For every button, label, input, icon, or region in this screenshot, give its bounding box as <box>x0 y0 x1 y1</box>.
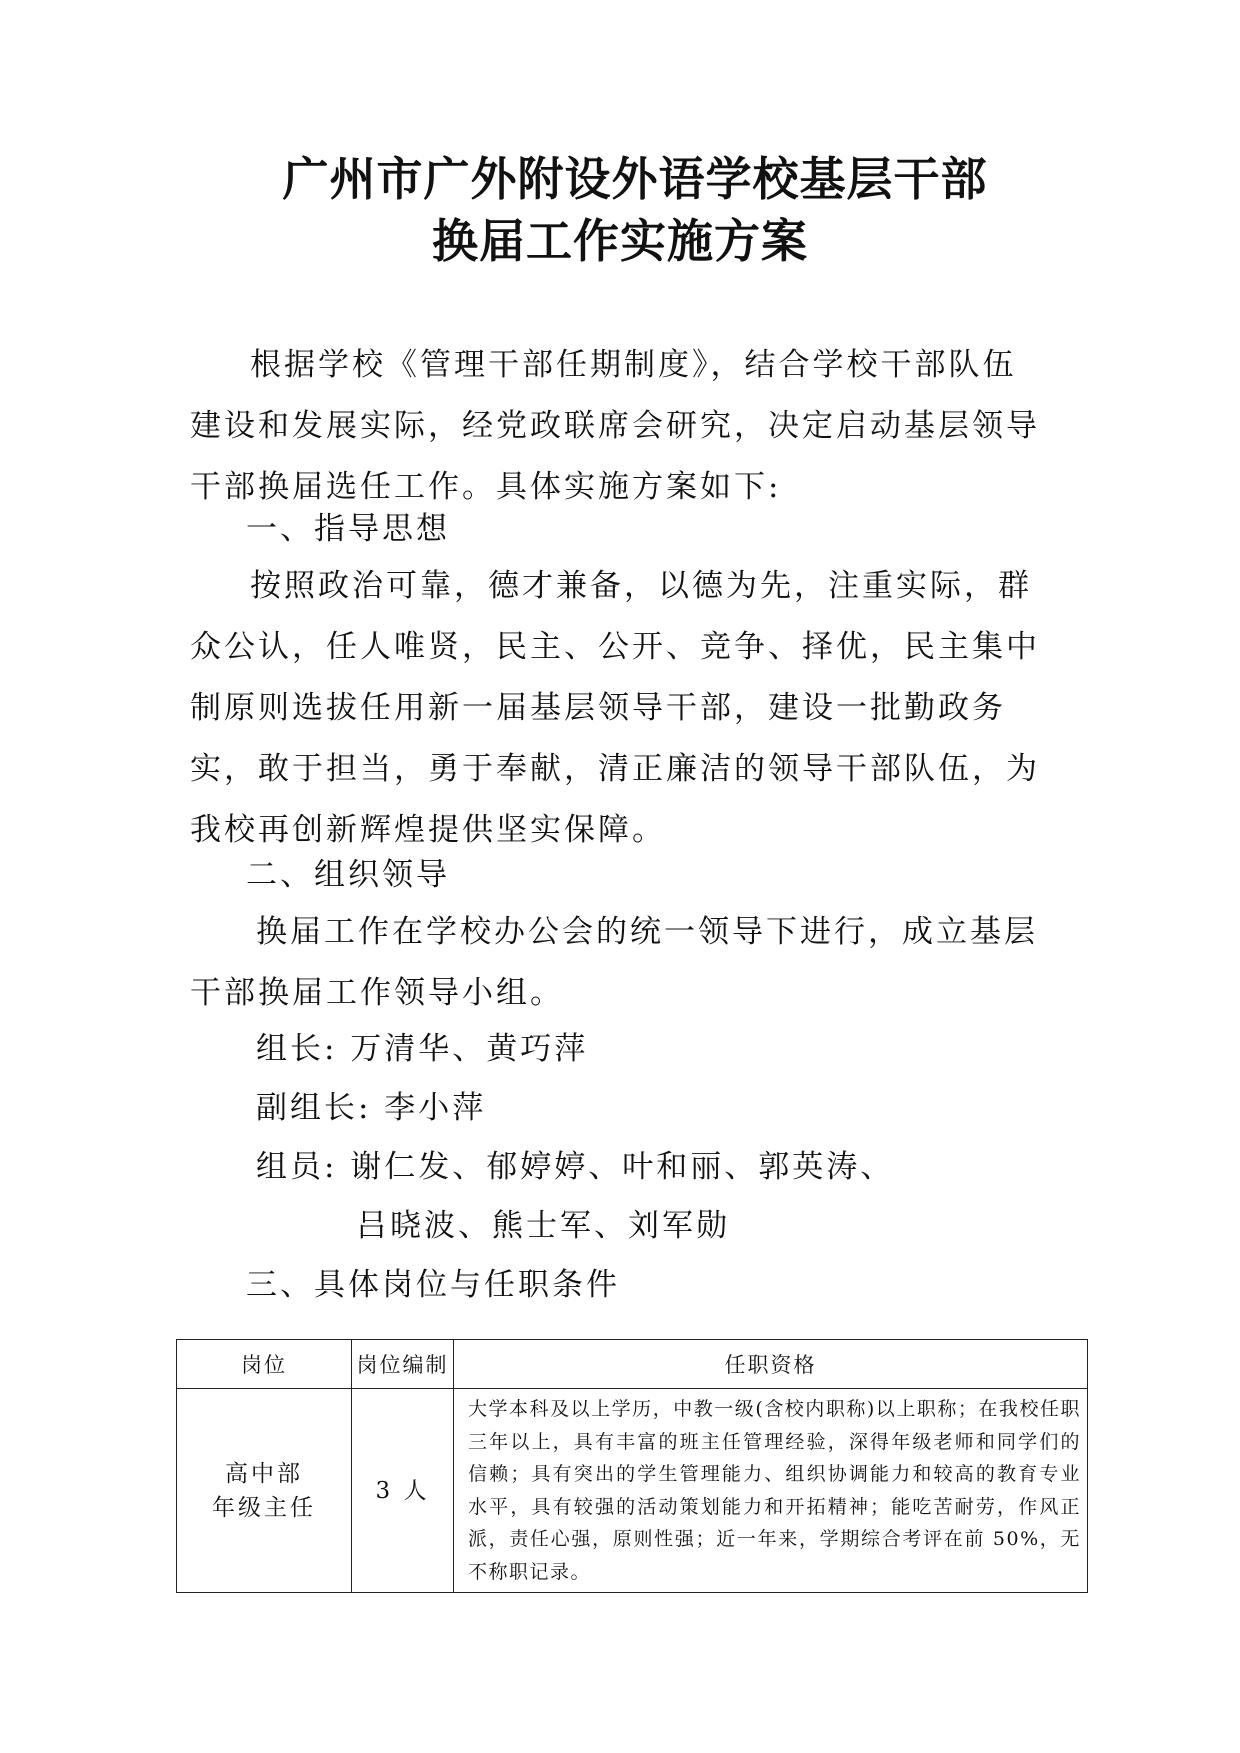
header-quota: 岗位编制 <box>352 1340 454 1389</box>
header-post: 岗位 <box>177 1340 352 1389</box>
positions-table <box>176 1339 1088 1593</box>
post-name-line-2: 年级主任 <box>212 1494 316 1521</box>
group-members-line-2: 吕晓波、熊士军、刘军勋 <box>356 1208 730 1244</box>
table-row <box>177 1389 1088 1593</box>
section-2-text: 换届工作在学校办公会的统一领导下进行，成立基层干部换届工作领导小组。 <box>190 914 1038 1011</box>
post-cell <box>177 1389 352 1593</box>
document-title-line-2: 换届工作实施方案 <box>432 214 808 268</box>
post-name-line-1: 高中部 <box>225 1460 303 1487</box>
intro-text: 根据学校《管理干部任期制度》，结合学校干部队伍建设和发展实际，经党政联席会研究，决定启动基层领导干部换届选任工作。具体实施方案如下: <box>190 347 1040 505</box>
document-title-line-1: 广州市广外附设外语学校基层干部 <box>282 152 988 206</box>
section-2-paragraph <box>190 902 1046 1024</box>
quota-cell: 3 人 <box>352 1389 454 1593</box>
section-1-heading: 一、指导思想 <box>246 511 450 547</box>
section-3-heading: 三、具体岗位与任职条件 <box>246 1267 620 1303</box>
qualification-cell: 大学本科及以上学历，中教一级(含校内职称)以上职称；在我校任职三年以上，具有丰富的班主任管理经验，深得年级老师和同学们的信赖；具有突出的学生管理能力、组织协调能力和较高的教育专业水平，具有较强的活动策划能力和开拓精神；能吃苦耐劳，作风正派，责任心强，原则性强；近一年来，学期综合考评在前 50%，无不称职记录。 <box>454 1389 1088 1593</box>
group-leader-line: 组长: 万清华、黄巧萍 <box>256 1031 589 1067</box>
group-members-line-1: 组员: 谢仁发、郁婷婷、叶和丽、郭英涛、 <box>256 1149 895 1185</box>
intro-paragraph <box>190 335 1046 518</box>
section-1-paragraph <box>190 556 1046 861</box>
group-deputy-line: 副组长: 李小萍 <box>256 1090 487 1126</box>
table-header-row <box>177 1340 1088 1389</box>
section-1-text: 按照政治可靠，德才兼备，以德为先，注重实际，群众公认，任人唯贤，民主、公开、竞争、择优，民主集中制原则选拔任用新一届基层领导干部，建设一批勤政务实，敢于担当，勇于奉献，清正廉洁的领导干部队伍，为我校再创新辉煌提供坚实保障。 <box>190 568 1040 848</box>
section-2-heading: 二、组织领导 <box>246 857 450 893</box>
header-qualification: 任职资格 <box>454 1340 1088 1389</box>
